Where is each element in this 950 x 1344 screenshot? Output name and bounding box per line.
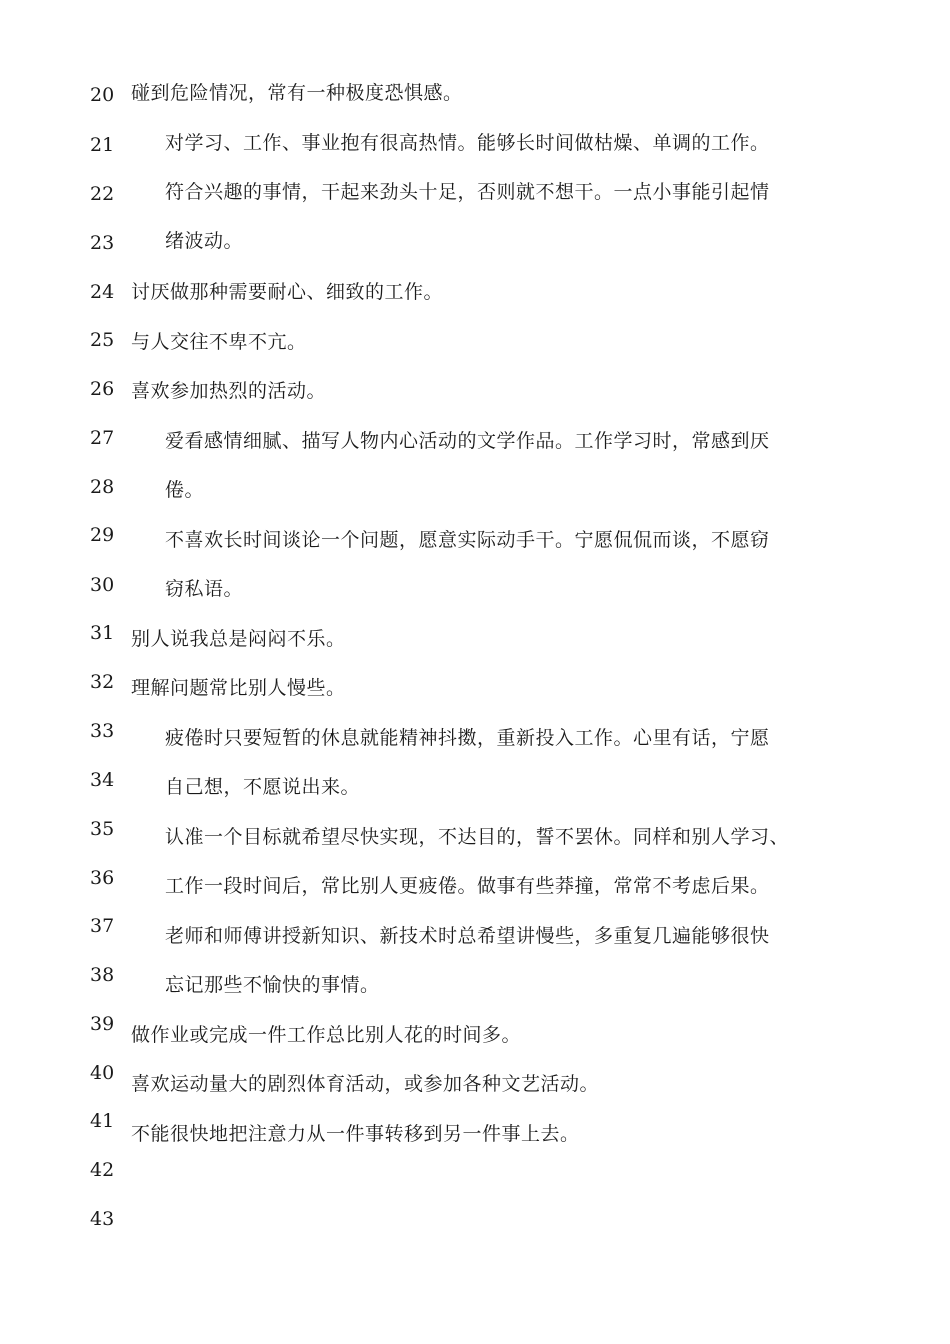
line-number: 25	[90, 329, 115, 351]
line-number: 43	[90, 1208, 115, 1230]
line-number: 36	[90, 867, 115, 889]
line-number: 31	[90, 622, 115, 644]
line-number: 33	[90, 720, 115, 742]
line-number: 20	[90, 84, 115, 106]
line-text: 别人说我总是闷闷不乐。	[131, 628, 346, 650]
line-text: 窃私语。	[165, 578, 244, 600]
line-number: 40	[90, 1062, 115, 1084]
line-text: 符合兴趣的事情，干起来劲头十足，否则就不想干。一点小事能引起情	[165, 181, 770, 203]
line-text: 对学习、工作、事业抱有很高热情。能够长时间做枯燥、单调的工作。	[165, 132, 770, 154]
line-number: 38	[90, 964, 115, 986]
line-number: 29	[90, 524, 115, 546]
line-text: 不喜欢长时间谈论一个问题，愿意实际动手干。宁愿侃侃而谈，不愿窃	[165, 529, 770, 551]
line-number: 39	[90, 1013, 115, 1035]
line-text: 倦。	[165, 479, 205, 501]
line-number: 21	[90, 134, 115, 156]
line-number: 22	[90, 183, 115, 205]
line-number: 42	[90, 1159, 115, 1181]
line-text: 喜欢运动量大的剧烈体育活动，或参加各种文艺活动。	[131, 1073, 600, 1095]
line-number: 37	[90, 915, 115, 937]
line-text: 老师和师傅讲授新知识、新技术时总希望讲慢些，多重复几遍能够很快	[165, 925, 770, 947]
line-text: 自己想，不愿说出来。	[165, 776, 361, 798]
line-number: 34	[90, 769, 115, 791]
line-number: 26	[90, 378, 115, 400]
line-number: 41	[90, 1110, 115, 1132]
line-text: 做作业或完成一件工作总比别人花的时间多。	[131, 1024, 522, 1046]
line-text: 疲倦时只要短暂的休息就能精神抖擞，重新投入工作。心里有话，宁愿	[165, 727, 770, 749]
line-text: 绪波动。	[165, 230, 244, 252]
line-text: 爱看感情细腻、描写人物内心活动的文学作品。工作学习时，常感到厌	[165, 430, 770, 452]
line-number: 27	[90, 427, 115, 449]
line-number: 28	[90, 476, 115, 498]
line-text: 喜欢参加热烈的活动。	[131, 380, 327, 402]
line-number: 30	[90, 574, 115, 596]
line-text: 认准一个目标就希望尽快实现，不达目的，誓不罢休。同样和别人学习、	[165, 826, 790, 848]
line-text: 不能很快地把注意力从一件事转移到另一件事上去。	[131, 1123, 580, 1145]
line-text: 忘记那些不愉快的事情。	[165, 974, 380, 996]
line-text: 碰到危险情况，常有一种极度恐惧感。	[131, 82, 463, 104]
line-number: 23	[90, 232, 115, 254]
line-number: 35	[90, 818, 115, 840]
line-number: 24	[90, 281, 115, 303]
line-number: 32	[90, 671, 115, 693]
line-text: 工作一段时间后，常比别人更疲倦。做事有些莽撞，常常不考虑后果。	[165, 875, 770, 897]
line-text: 与人交往不卑不亢。	[131, 331, 307, 353]
line-text: 理解问题常比别人慢些。	[131, 677, 346, 699]
line-text: 讨厌做那种需要耐心、细致的工作。	[131, 281, 444, 303]
